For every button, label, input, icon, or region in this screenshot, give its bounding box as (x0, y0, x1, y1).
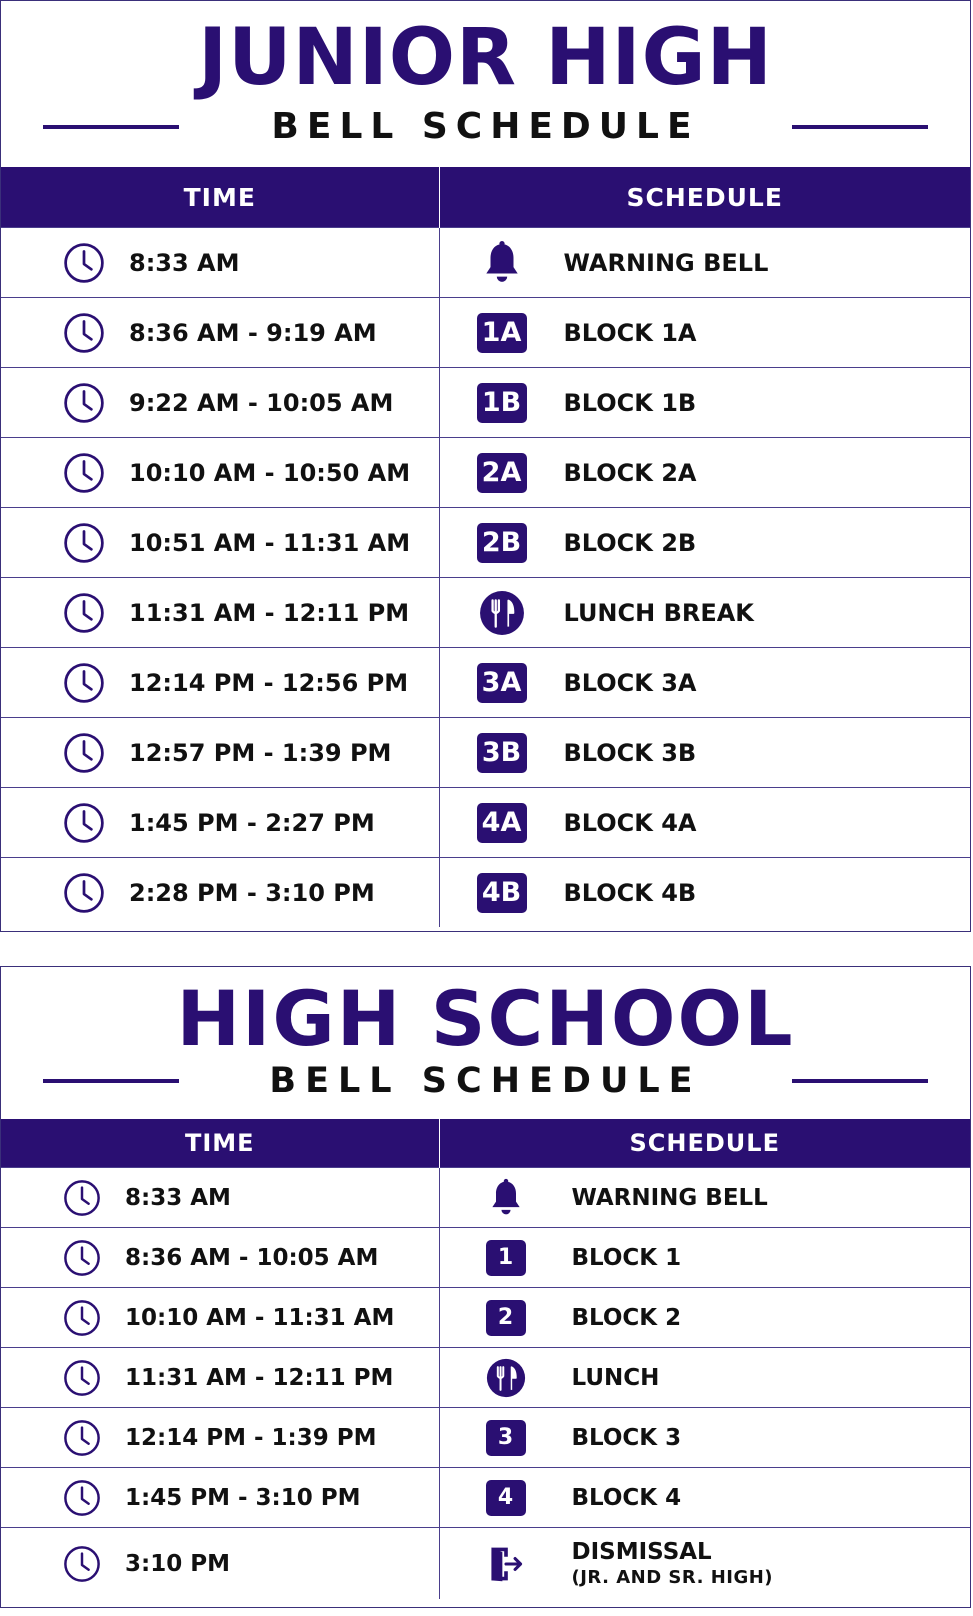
block-badge (484, 1418, 528, 1458)
time-cell (1, 788, 439, 858)
table-row (1, 1528, 970, 1600)
block-badge (484, 1298, 528, 1338)
time-cell (1, 228, 439, 298)
clock-icon (63, 1419, 101, 1457)
junior-high-table (1, 167, 970, 927)
block-badge-label: 2B (477, 523, 527, 563)
time-cell (1, 578, 439, 648)
block-badge-label: 1A (477, 313, 527, 353)
time-range: 2:28 PM - 3:10 PM (129, 878, 375, 907)
schedule-label: WARNING BELL (571, 1184, 768, 1211)
utensils-icon (476, 591, 528, 635)
clock-icon (63, 1359, 101, 1397)
block-badge-label: 4 (486, 1480, 526, 1516)
schedule-cell (439, 508, 970, 578)
table-row (1, 1288, 970, 1348)
clock-icon (63, 1299, 101, 1337)
clock-icon (63, 662, 105, 704)
block-badge (476, 521, 528, 565)
table-row (1, 718, 970, 788)
block-badge (476, 871, 528, 915)
clock-icon (63, 452, 105, 494)
time-cell (1, 1468, 439, 1528)
table-row (1, 298, 970, 368)
schedule-cell (439, 298, 970, 368)
block-badge-label: 3 (486, 1420, 526, 1456)
block-badge-label: 2A (477, 453, 527, 493)
schedule-cell (439, 1408, 970, 1468)
decorative-line-right (792, 1079, 928, 1083)
block-badge-label: 1 (486, 1240, 526, 1276)
time-cell (1, 858, 439, 928)
time-range: 8:36 AM - 9:19 AM (129, 318, 377, 347)
block-badge (476, 731, 528, 775)
time-cell (1, 508, 439, 578)
clock-icon (63, 1179, 101, 1217)
time-cell (1, 438, 439, 508)
time-range: 11:31 AM - 12:11 PM (129, 598, 410, 627)
schedule-label: DISMISSAL (571, 1539, 712, 1565)
block-badge-label: 2 (486, 1300, 526, 1336)
schedule-cell (439, 578, 970, 648)
table-row (1, 648, 970, 718)
schedule-cell (439, 788, 970, 858)
schedule-label: BLOCK 2B (563, 528, 697, 557)
time-range: 12:14 PM - 1:39 PM (125, 1424, 377, 1451)
clock-icon (63, 1479, 101, 1517)
table-row (1, 508, 970, 578)
schedule-label: BLOCK 3A (563, 668, 697, 697)
time-cell (1, 368, 439, 438)
clock-icon (63, 242, 105, 284)
schedule-label: LUNCH (571, 1364, 660, 1391)
decorative-line-left (43, 125, 179, 129)
clock-icon (63, 732, 105, 774)
schedule-cell (439, 1348, 970, 1408)
schedule-cell (439, 1168, 970, 1228)
block-badge-label: 4B (477, 873, 527, 913)
table-row (1, 1348, 970, 1408)
schedule-cell (439, 858, 970, 928)
block-badge-label: 4A (477, 803, 527, 843)
table-row (1, 438, 970, 508)
time-range: 10:10 AM - 10:50 AM (129, 458, 411, 487)
schedule-label-group (572, 1539, 774, 1588)
junior-high-subtitle: BELL SCHEDULE (271, 106, 700, 147)
high-school-subtitle-row (1, 1059, 970, 1103)
block-badge (476, 311, 528, 355)
time-cell (1, 1408, 439, 1468)
time-range: 8:33 AM (129, 248, 240, 277)
schedule-cell (439, 1468, 970, 1528)
schedule-cell (439, 1528, 970, 1600)
time-range: 12:57 PM - 1:39 PM (129, 738, 392, 767)
table-row (1, 1408, 970, 1468)
schedule-cell (439, 1228, 970, 1288)
block-badge-label: 3A (477, 663, 527, 703)
schedule-cell (439, 648, 970, 718)
exit-door-icon (484, 1544, 528, 1584)
time-range: 11:31 AM - 12:11 PM (125, 1364, 394, 1391)
schedule-label: BLOCK 4A (563, 808, 697, 837)
clock-icon (63, 1545, 101, 1583)
clock-icon (63, 522, 105, 564)
time-range: 8:33 AM (125, 1184, 231, 1211)
time-range: 12:14 PM - 12:56 PM (129, 668, 409, 697)
time-cell (1, 1528, 439, 1600)
time-range: 10:10 AM - 11:31 AM (125, 1304, 395, 1331)
time-cell (1, 648, 439, 718)
time-cell (1, 718, 439, 788)
schedule-column-header: SCHEDULE (439, 1119, 970, 1168)
high-school-title: HIGH SCHOOL (176, 974, 795, 1063)
schedule-label: WARNING BELL (563, 248, 769, 277)
time-range: 3:10 PM (125, 1550, 230, 1577)
schedule-label: LUNCH BREAK (563, 598, 754, 627)
table-row (1, 1168, 970, 1228)
clock-icon (63, 592, 105, 634)
schedule-cell (439, 438, 970, 508)
time-range: 1:45 PM - 3:10 PM (125, 1484, 361, 1511)
table-row (1, 1228, 970, 1288)
table-row (1, 788, 970, 858)
schedule-label: BLOCK 2A (563, 458, 697, 487)
schedule-label: BLOCK 1 (571, 1244, 682, 1271)
schedule-cell (439, 368, 970, 438)
schedule-label: BLOCK 2 (571, 1304, 682, 1331)
block-badge-label: 3B (477, 733, 527, 773)
time-range: 10:51 AM - 11:31 AM (129, 528, 411, 557)
table-row (1, 368, 970, 438)
schedule-label: BLOCK 4B (563, 878, 697, 907)
schedule-cell (439, 1288, 970, 1348)
high-school-schedule-panel (0, 966, 971, 1608)
decorative-line-left (43, 1079, 179, 1083)
bell-icon (484, 1178, 528, 1218)
decorative-line-right (792, 125, 928, 129)
table-row (1, 1468, 970, 1528)
schedule-note: (JR. AND SR. HIGH) (571, 1567, 774, 1588)
block-badge (484, 1238, 528, 1278)
schedule-label: BLOCK 4 (571, 1484, 682, 1511)
block-badge (476, 381, 528, 425)
table-header-row (1, 1119, 970, 1168)
schedule-label: BLOCK 1B (563, 388, 697, 417)
high-school-header (1, 967, 970, 1119)
junior-high-title: JUNIOR HIGH (198, 13, 773, 103)
table-row (1, 858, 970, 928)
bell-icon (476, 241, 528, 285)
time-range: 8:36 AM - 10:05 AM (125, 1244, 379, 1271)
clock-icon (63, 1239, 101, 1277)
time-column-header: TIME (1, 167, 439, 228)
high-school-subtitle: BELL SCHEDULE (269, 1061, 702, 1101)
utensils-icon (484, 1358, 528, 1398)
schedule-label: BLOCK 3 (571, 1424, 682, 1451)
time-range: 9:22 AM - 10:05 AM (129, 388, 394, 417)
schedule-cell (439, 718, 970, 788)
schedule-column-header: SCHEDULE (439, 167, 970, 228)
block-badge (484, 1478, 528, 1518)
table-row (1, 228, 970, 298)
table-header-row (1, 167, 970, 228)
junior-high-subtitle-row (1, 105, 970, 149)
junior-high-header (1, 1, 970, 167)
block-badge (476, 451, 528, 495)
time-cell (1, 298, 439, 368)
clock-icon (63, 802, 105, 844)
clock-icon (63, 382, 105, 424)
block-badge (476, 801, 528, 845)
schedule-cell (439, 228, 970, 298)
block-badge-label: 1B (477, 383, 527, 423)
clock-icon (63, 872, 105, 914)
schedule-label: BLOCK 1A (563, 318, 697, 347)
time-column-header: TIME (1, 1119, 439, 1168)
schedule-label: BLOCK 3B (563, 738, 697, 767)
time-cell (1, 1348, 439, 1408)
time-cell (1, 1228, 439, 1288)
time-cell (1, 1288, 439, 1348)
high-school-table (1, 1119, 970, 1599)
block-badge (476, 661, 528, 705)
time-range: 1:45 PM - 2:27 PM (129, 808, 375, 837)
time-cell (1, 1168, 439, 1228)
table-row (1, 578, 970, 648)
clock-icon (63, 312, 105, 354)
